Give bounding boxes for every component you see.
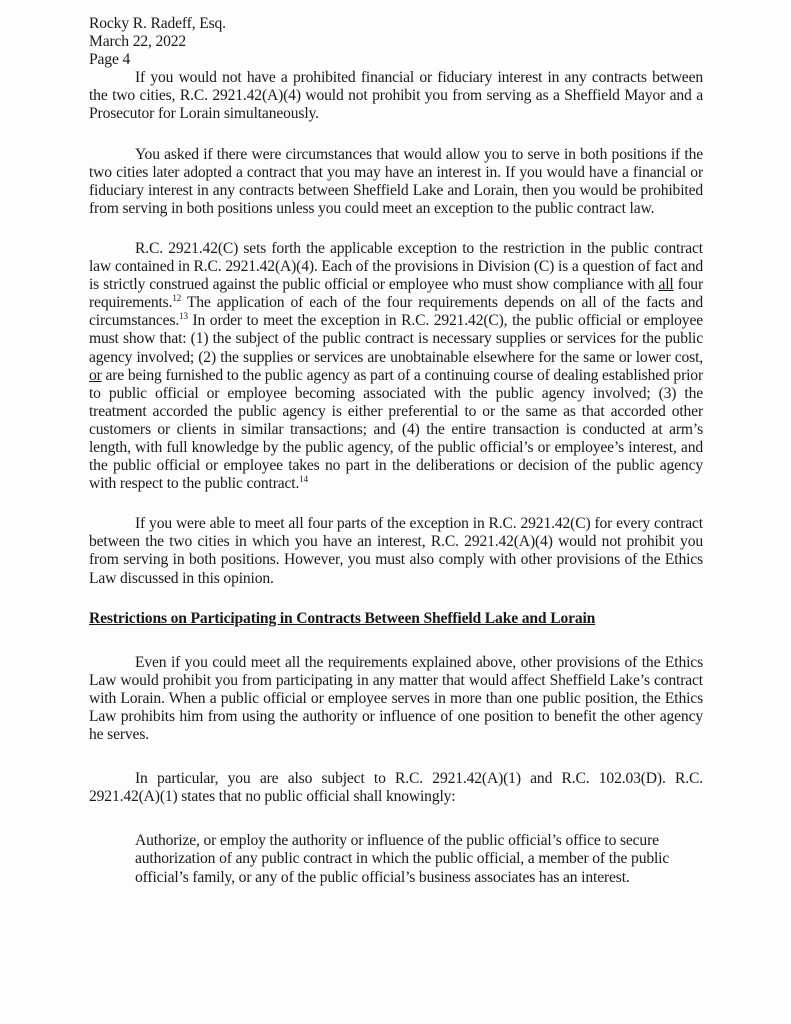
paragraph-ethics-law-participation: Even if you could meet all the requirements explained above, other provisions of the Ethics Law would prohibit you from participating in any matter that would affect Sheffield Lake’s contract with Lorain. When a public official or employee serves in more than one public position, the Ethics Law prohibits him from using the authority or influence of one position to benefit the other agency he serves. [89, 653, 703, 744]
spacer [89, 588, 703, 610]
text-run: In order to meet the exception in R.C. 2921.42(C), the public official or employee must show that: (1) the subject of the public contract is necessary supplies or services for the public agency involved; (2) the supplies or services are unobtainable elsewhere for the same or lower cost, [89, 312, 703, 366]
page-number: Page 4 [89, 51, 131, 69]
spacer [89, 218, 703, 240]
statute-block-quote: Authorize, or employ the authority or influence of the public official’s office to secure authorization of any public contract in which the public official, a member of the public official’s family, or any of the public official’s business associates has an interest. [135, 832, 670, 886]
text-run: four requirements. [89, 276, 703, 312]
text-run: R.C. 2921.42(C) sets forth the applicable exception to the restriction in the public contract law contained in R.C. 2921.42(A)(4). Each of the provisions in Division (C) is a question of fact and is strictly construed against the public official or employee who must show compliance with [89, 239, 703, 294]
paragraph-subject-to-statutes: In particular, you are also subject to R.C. 2921.42(A)(1) and R.C. 102.03(D). R.C. 2921.42(A)(1) states that no public official shall knowingly: [89, 770, 703, 806]
letter-date: March 22, 2022 [89, 33, 187, 51]
spacer [89, 124, 703, 146]
paragraph-exception-requirements [89, 240, 703, 493]
text-run: are being furnished to the public agency as part of a continuing course of dealing established prior to public official or employee becoming associated with the public agency involved; (3) the treatment accorded the public agency is either preferential to or the same as that accorded other customers or clients in similar transactions; and (4) the entire transaction is conducted at arm’s length, with full knowledge by the public agency, of the public official’s or employee’s interest, and the public official or employee takes no part in the deliberations or decision of the public agency with respect to the public contract. [89, 366, 703, 493]
text-run: The application of each of the four requirements depends on all of the facts and circumstances. [89, 294, 703, 330]
spacer [89, 744, 703, 770]
paragraph-meet-all-four-parts: If you were able to meet all four parts of the exception in R.C. 2921.42(C) for every contract between the two cities in which you have an interest, R.C. 2921.42(A)(4) would not prohibit you from serving in both positions. However, you must also comply with other provisions of the Ethics Law discussed in this opinion. [89, 515, 703, 587]
spacer [89, 493, 703, 515]
emphasis-all: all [658, 276, 674, 294]
footnote-ref-12[interactable]: 12 [172, 293, 182, 304]
letter-header [89, 15, 703, 69]
document-page [89, 15, 703, 887]
paragraph-no-prohibited-interest: If you would not have a prohibited financial or fiduciary interest in any contracts between the two cities, R.C. 2921.42(A)(4) would not prohibit you from serving as a Sheffield Mayor and a Prosecutor for Lorain simultaneously. [89, 69, 703, 123]
footnote-ref-14[interactable]: 14 [299, 474, 308, 485]
spacer [89, 628, 703, 654]
spacer [89, 806, 703, 832]
emphasis-or: or [89, 366, 102, 384]
paragraph-circumstances: You asked if there were circumstances that would allow you to serve in both positions if the two cities later adopted a contract that you may have an interest in. If you would have a financial or fiduciary interest in any contracts between Sheffield Lake and Lorain, then you would be prohibited from serving in both positions unless you could meet an exception to the public contract law. [89, 145, 703, 217]
section-heading: Restrictions on Participating in Contracts Between Sheffield Lake and Lorain [89, 609, 596, 627]
footnote-ref-13[interactable]: 13 [179, 311, 188, 322]
recipient-name: Rocky R. Radeff, Esq. [89, 15, 226, 32]
